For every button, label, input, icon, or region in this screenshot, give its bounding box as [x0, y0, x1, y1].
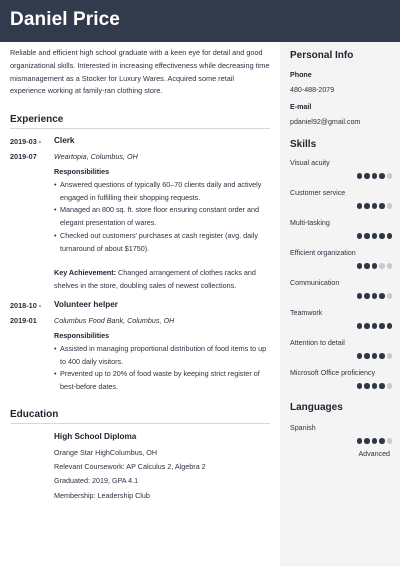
rating-dot-filled: [372, 233, 378, 239]
rating-dot-filled: [372, 383, 378, 389]
rating-dot-filled: [357, 203, 363, 209]
skill-item: [290, 159, 392, 185]
responsibilities-label: Responsibilities: [54, 331, 110, 340]
summary-text: Reliable and efficient high school graduate with a keen eye for detail and good organizational skills. Interested in increasing effectiveness while decreasing time mismanagement as a Stocker for Luxury Wares. Acquired some retail experience working at family-ran clothing store.: [10, 48, 270, 96]
rating-dot-filled: [364, 173, 370, 179]
rating-dot-filled: [379, 203, 385, 209]
list-item: • Answered questions of typically 60–70 clients daily and actively engaged in fulfilling their shopping requests.: [54, 179, 274, 204]
language-item: [290, 424, 392, 450]
skill-item: [290, 369, 392, 395]
rating-dot-filled: [357, 263, 363, 269]
language-level-dots: [357, 438, 393, 444]
job-organization: Weartopia, Columbus, OH: [54, 152, 138, 161]
skills-heading: Skills: [290, 139, 317, 150]
resume-header: [0, 0, 400, 42]
rating-dot-filled: [372, 438, 378, 444]
rating-dot-filled: [357, 173, 363, 179]
rating-dot-filled: [387, 233, 393, 239]
rating-dot-filled: [357, 438, 363, 444]
main-column: [10, 42, 270, 566]
key-achievement-text: Changed arrangement of clothes racks and shelves in the store, doubling sales of newest collections.: [54, 268, 256, 290]
skill-name: Visual acuity: [290, 159, 330, 167]
rating-dot-filled: [364, 263, 370, 269]
job-date-end: 2019-01: [10, 316, 37, 325]
skill-level-dots: [357, 173, 393, 179]
rating-dot-filled: [379, 438, 385, 444]
membership-info: Membership: Leadership Club: [54, 491, 150, 500]
skill-name: Microsoft Office proficiency: [290, 369, 376, 377]
rating-dot-filled: [364, 293, 370, 299]
experience-divider: [10, 128, 270, 129]
skill-name: Attention to detail: [290, 339, 345, 347]
list-item: • Managed an 800 sq. ft. store floor ensuring constant order and elegant presentation of wares.: [54, 204, 274, 229]
rating-dot-empty: [387, 263, 393, 269]
email-address: pdaniel92@gmail.com: [290, 118, 361, 126]
responsibilities-list: [54, 343, 274, 394]
skill-item: [290, 189, 392, 215]
language-level-label: Advanced: [358, 450, 390, 458]
rating-dot-filled: [379, 293, 385, 299]
rating-dot-empty: [379, 263, 385, 269]
sidebar: [280, 42, 400, 566]
rating-dot-filled: [372, 323, 378, 329]
phone-label: Phone: [290, 71, 312, 79]
rating-dot-filled: [364, 383, 370, 389]
skill-name: Customer service: [290, 189, 346, 197]
rating-dot-filled: [379, 323, 385, 329]
skill-level-dots: [357, 263, 393, 269]
graduation-info: Graduated: 2019, GPA 4.1: [54, 476, 139, 485]
phone-number: 480-488-2079: [290, 86, 335, 94]
responsibilities-label: Responsibilities: [54, 167, 110, 176]
rating-dot-empty: [387, 383, 393, 389]
skill-name: Efficient organization: [290, 249, 356, 257]
personal-info-heading: Personal Info: [290, 50, 354, 61]
experience-heading: Experience: [10, 114, 64, 125]
rating-dot-filled: [357, 323, 363, 329]
rating-dot-empty: [387, 438, 393, 444]
key-achievement: [54, 267, 274, 292]
rating-dot-filled: [372, 173, 378, 179]
rating-dot-filled: [364, 353, 370, 359]
languages-heading: Languages: [290, 402, 343, 413]
degree-title: High School Diploma: [54, 432, 137, 441]
rating-dot-filled: [387, 323, 393, 329]
skill-item: [290, 219, 392, 245]
job-title: Clerk: [54, 136, 75, 145]
skill-name: Communication: [290, 279, 340, 287]
skill-level-dots: [357, 233, 393, 239]
language-name: Spanish: [290, 424, 316, 432]
rating-dot-empty: [387, 293, 393, 299]
rating-dot-filled: [357, 383, 363, 389]
rating-dot-filled: [379, 383, 385, 389]
job-date-start: 2018-10 -: [10, 301, 42, 310]
skill-level-dots: [357, 383, 393, 389]
skill-level-dots: [357, 353, 393, 359]
job-organization: Columbus Food Bank, Columbus, OH: [54, 316, 175, 325]
skill-name: Multi-tasking: [290, 219, 330, 227]
rating-dot-filled: [357, 293, 363, 299]
rating-dot-empty: [387, 203, 393, 209]
skill-level-dots: [357, 323, 393, 329]
rating-dot-filled: [357, 353, 363, 359]
candidate-name: Daniel Price: [10, 9, 120, 30]
rating-dot-filled: [364, 438, 370, 444]
skill-item: [290, 279, 392, 305]
rating-dot-filled: [379, 233, 385, 239]
rating-dot-filled: [372, 263, 378, 269]
key-achievement-label: Key Achievement:: [54, 268, 117, 277]
rating-dot-filled: [372, 293, 378, 299]
skill-level-dots: [357, 203, 393, 209]
rating-dot-filled: [357, 233, 363, 239]
skill-item: [290, 249, 392, 275]
email-label: E-mail: [290, 103, 312, 111]
rating-dot-filled: [379, 353, 385, 359]
rating-dot-filled: [364, 323, 370, 329]
skill-level-dots: [357, 293, 393, 299]
relevant-coursework: Relevant Coursework: AP Calculus 2, Algebra 2: [54, 462, 206, 471]
skill-item: [290, 339, 392, 365]
education-divider: [10, 423, 270, 424]
job-date-start: 2019-03 -: [10, 137, 42, 146]
rating-dot-filled: [364, 233, 370, 239]
rating-dot-empty: [387, 353, 393, 359]
rating-dot-empty: [387, 173, 393, 179]
list-item: • Checked out customers' purchases at cash register (avg. daily turnaround of about $1750).: [54, 230, 274, 255]
job-title: Volunteer helper: [54, 300, 118, 309]
rating-dot-filled: [379, 173, 385, 179]
responsibilities-list: [54, 179, 274, 255]
job-date-end: 2019-07: [10, 152, 37, 161]
rating-dot-filled: [372, 203, 378, 209]
skill-name: Teamwork: [290, 309, 323, 317]
school-name: Orange Star HighColumbus, OH: [54, 448, 158, 457]
skill-item: [290, 309, 392, 335]
list-item: • Prevented up to 20% of food waste by keeping strict register of best-before dates.: [54, 368, 274, 393]
education-heading: Education: [10, 409, 59, 420]
rating-dot-filled: [364, 203, 370, 209]
rating-dot-filled: [372, 353, 378, 359]
list-item: • Assisted in managing proportional distribution of food items to up to 400 daily visitors.: [54, 343, 274, 368]
